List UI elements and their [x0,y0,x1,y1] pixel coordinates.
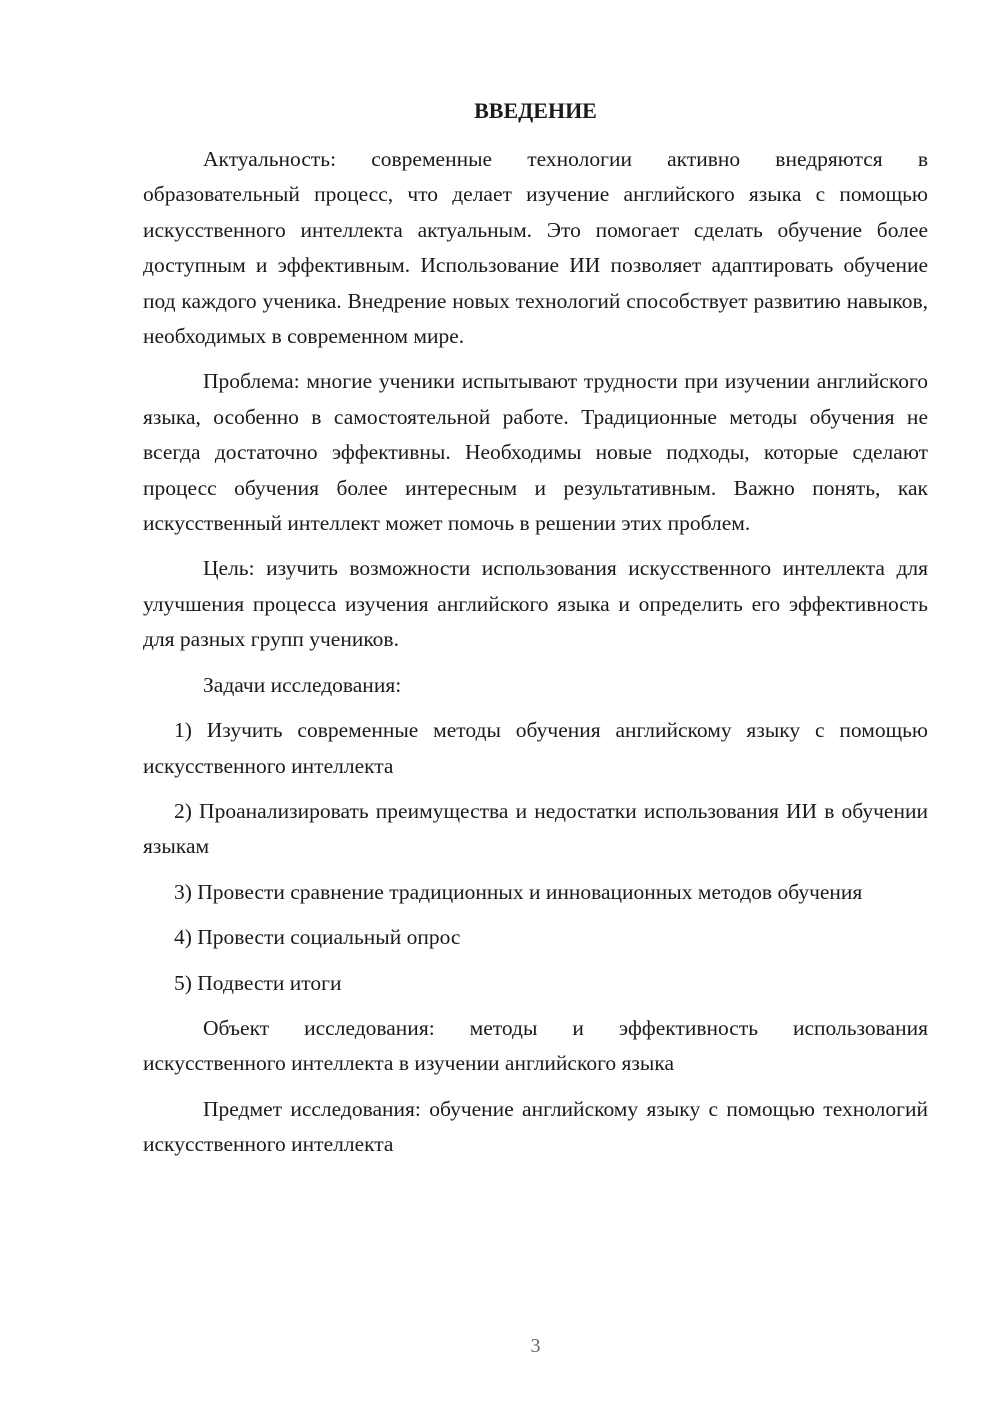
document-body [143,142,928,1173]
paragraph-subject: Предмет исследования: обучение английскому языку с помощью технологий искусственного интеллекта [143,1096,928,1157]
paragraph-object: Объект исследования: методы и эффективность использования искусственного интеллекта в изучении английского языка [143,1015,928,1076]
paragraph-problem: Проблема: многие ученики испытывают трудности при изучении английского языка, особенно в самостоятельной работе. Традиционные методы обучения не всегда достаточно эффективны. Необходимы новые подходы, которые сделают процесс обучения более интересным и результативным. Важно понять, как искусственный интеллект может помочь в решении этих проблем. [143,369,928,536]
task-item: 3) Провести сравнение традиционных и инновационных методов обучения [174,879,863,904]
paragraph-goal: Цель: изучить возможности использования искусственного интеллекта для улучшения процесса изучения английского языка и определить его эффективность для разных групп учеников. [143,556,928,652]
paragraph-relevance: Актуальность: современные технологии активно внедряются в образовательный процесс, что делает изучение английского языка с помощью искусственного интеллекта актуальным. Это помогает сделать обучение более доступным и эффективным. Использование ИИ позволяет адаптировать обучение под каждого ученика. Внедрение новых технологий способствует развитию навыков, необходимых в современном мире. [143,147,928,349]
task-item: 4) Провести социальный опрос [174,925,461,950]
task-item: 5) Подвести итоги [174,970,342,995]
task-item: 2) Проанализировать преимущества и недостатки использования ИИ в обучении языкам [143,798,928,859]
tasks-heading: Задачи исследования: [203,672,402,697]
task-item: 1) Изучить современные методы обучения английскому языку с помощью искусственного интеллекта [143,718,928,778]
page-number: 3 [530,1335,541,1357]
page-title: ВВЕДЕНИЕ [474,98,597,123]
